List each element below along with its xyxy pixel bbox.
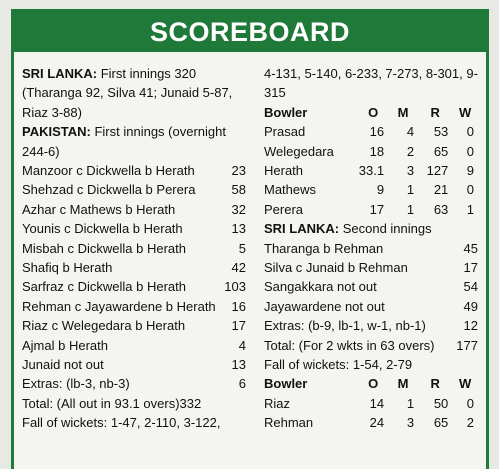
sl-first-innings-summary xyxy=(22,64,246,122)
batting-row xyxy=(22,316,246,335)
bowling-figure: 17 xyxy=(369,201,385,217)
bowler-name: Welegedara xyxy=(264,143,334,159)
bowler-name: Prasad xyxy=(264,124,306,140)
batsman-name: Shafiq b Herath xyxy=(22,259,113,275)
bowling-figure: 50 xyxy=(433,395,449,411)
batsman-name: Total: (For 2 wkts in 63 overs) xyxy=(264,337,435,353)
batting-row xyxy=(22,374,246,393)
bowling-figure: 2 xyxy=(466,415,474,431)
bowling-figure: 4 xyxy=(406,124,415,140)
batting-row xyxy=(22,258,246,277)
innings-text: First innings 320 (Tharanga 92, Silva 41; Junaid 5-87, Riaz 3-88) xyxy=(22,66,233,120)
bowling-figure: 0 xyxy=(466,182,474,198)
batsman-name: Extras: (b-9, lb-1, w-1, nb-1) xyxy=(264,318,426,334)
batting-row xyxy=(22,355,246,374)
runs-value: 13 xyxy=(231,356,246,372)
batsman-name: Manzoor c Dickwella b Herath xyxy=(22,163,195,179)
runs-value: 177 xyxy=(456,337,478,353)
bowling-figure: 65 xyxy=(433,415,449,431)
bowling-figure: 33.1 xyxy=(358,163,385,179)
bowling-row xyxy=(264,161,478,180)
bowling-row xyxy=(264,200,478,219)
bowling-figure: 1 xyxy=(466,201,474,217)
bowling-figure: 1 xyxy=(406,201,415,217)
bowling-figure: 0 xyxy=(466,143,474,159)
batsman-name: Jayawardene not out xyxy=(264,298,385,314)
bowling-figure: 127 xyxy=(426,163,449,179)
runs-value: 5 xyxy=(238,240,246,256)
bowling-row xyxy=(264,180,478,199)
batsman-name: Tharanga b Rehman xyxy=(264,240,384,256)
bowling-figure: 0 xyxy=(466,124,474,140)
batting-row xyxy=(22,161,246,180)
batting-row xyxy=(22,239,246,258)
bowling-row xyxy=(264,413,478,432)
batsman-name: Azhar c Mathews b Herath xyxy=(22,201,176,217)
bowling-figure: 9 xyxy=(376,182,385,198)
runs-value: 4 xyxy=(238,337,246,353)
batsman-name: Misbah c Dickwella b Herath xyxy=(22,240,187,256)
runs-value: 13 xyxy=(231,221,246,237)
runs-value: 17 xyxy=(463,260,478,276)
bowling-table-1 xyxy=(264,103,478,219)
bowling-header-cell: R xyxy=(430,104,440,120)
pak-first-innings-heading xyxy=(22,122,246,161)
batting-row xyxy=(264,297,478,316)
bowling-figure: 18 xyxy=(369,143,385,159)
bowling-figure: 24 xyxy=(369,415,385,431)
batting-row xyxy=(22,277,246,296)
bowler-name: Herath xyxy=(264,163,304,179)
bowling-row xyxy=(264,394,478,413)
batsman-name: Younis c Dickwella b Herath xyxy=(22,221,183,237)
innings-text: Second innings xyxy=(339,221,432,237)
bowling-figure: 14 xyxy=(369,395,385,411)
bowling-figure: 1 xyxy=(406,182,415,198)
runs-value: 17 xyxy=(231,318,246,334)
runs-value: 103 xyxy=(224,279,246,295)
bowling-table-2 xyxy=(264,374,478,432)
fall-of-wickets: Fall of wickets: 1-47, 2-110, 3-122, xyxy=(22,415,221,431)
team-label: PAKISTAN: xyxy=(22,124,91,140)
batting-row xyxy=(22,297,246,316)
batsman-name: Riaz c Welegedara b Herath xyxy=(22,318,186,334)
left-column xyxy=(22,64,246,433)
runs-value: 58 xyxy=(231,182,246,198)
runs-value: 49 xyxy=(463,298,478,314)
bowling-row xyxy=(264,142,478,161)
bowling-figure: 0 xyxy=(466,395,474,411)
bowling-header-cell: R xyxy=(430,376,440,392)
total-line: Total: (All out in 93.1 overs)332 xyxy=(22,395,202,411)
batting-row xyxy=(264,239,478,258)
bowling-figure: 21 xyxy=(433,182,449,198)
right-column xyxy=(264,64,478,433)
bowling-figure: 63 xyxy=(433,201,449,217)
batting-row xyxy=(264,258,478,277)
bowling-header-cell: O xyxy=(368,376,379,392)
runs-value: 16 xyxy=(231,298,246,314)
batsman-name: Silva c Junaid b Rehman xyxy=(264,260,408,276)
runs-value: 6 xyxy=(238,376,246,392)
bowler-name: Riaz xyxy=(264,395,291,411)
batting-row xyxy=(264,316,478,335)
batting-row xyxy=(264,277,478,296)
bowling-header-row xyxy=(264,103,478,122)
bowling-figure: 53 xyxy=(433,124,449,140)
team-label: SRI LANKA: xyxy=(22,66,98,81)
batting-row xyxy=(264,336,478,355)
bowling-row xyxy=(264,122,478,141)
sl-second-innings-heading xyxy=(264,219,478,238)
bowling-figure: 16 xyxy=(369,124,385,140)
runs-value: 54 xyxy=(463,279,478,295)
batsman-name: Extras: (lb-3, nb-3) xyxy=(22,376,130,392)
bowling-header-cell: Bowler xyxy=(264,376,308,392)
bowling-figure: 3 xyxy=(406,415,415,431)
bowling-figure: 2 xyxy=(406,143,415,159)
batsman-name: Sangakkara not out xyxy=(264,279,377,295)
fall-of-wickets-continued: 4-131, 5-140, 6-233, 7-273, 8-301, 9-315 xyxy=(264,66,478,101)
runs-value: 42 xyxy=(231,259,246,275)
batting-row xyxy=(22,219,246,238)
srilanka-batting-list xyxy=(264,239,478,355)
bowling-header-row xyxy=(264,374,478,393)
runs-value: 32 xyxy=(231,201,246,217)
scoreboard-title: SCOREBOARD xyxy=(14,12,486,52)
pakistan-batting-list xyxy=(22,161,246,394)
bowling-figure: 9 xyxy=(466,163,474,179)
batsman-name: Sarfraz c Dickwella b Herath xyxy=(22,279,186,295)
runs-value: 12 xyxy=(463,318,478,334)
scoreboard-panel xyxy=(11,9,489,469)
bowling-header-cell: M xyxy=(397,376,409,392)
batting-row xyxy=(22,336,246,355)
batting-row xyxy=(22,180,246,199)
bowling-header-cell: M xyxy=(397,104,409,120)
bowling-figure: 1 xyxy=(406,395,415,411)
bowling-header-cell: Bowler xyxy=(264,104,308,120)
bowler-name: Rehman xyxy=(264,415,314,431)
bowler-name: Perera xyxy=(264,201,304,217)
bowling-header-cell: W xyxy=(459,376,472,392)
batting-row xyxy=(22,200,246,219)
bowling-figure: 3 xyxy=(406,163,415,179)
batsman-name: Rehman c Jayawardene b Herath xyxy=(22,298,216,314)
bowling-header-cell: O xyxy=(368,104,379,120)
runs-value: 45 xyxy=(463,240,478,256)
bowler-name: Mathews xyxy=(264,182,317,198)
batsman-name: Shehzad c Dickwella b Perera xyxy=(22,182,196,198)
runs-value: 23 xyxy=(231,163,246,179)
team-label: SRI LANKA: xyxy=(264,221,340,237)
batsman-name: Junaid not out xyxy=(22,356,104,372)
innings-text: First innings (overnight 244-6) xyxy=(22,124,226,159)
batsman-name: Ajmal b Herath xyxy=(22,337,108,353)
fall-of-wickets-2: Fall of wickets: 1-54, 2-79 xyxy=(264,356,413,372)
bowling-header-cell: W xyxy=(459,104,472,120)
bowling-figure: 65 xyxy=(433,143,449,159)
